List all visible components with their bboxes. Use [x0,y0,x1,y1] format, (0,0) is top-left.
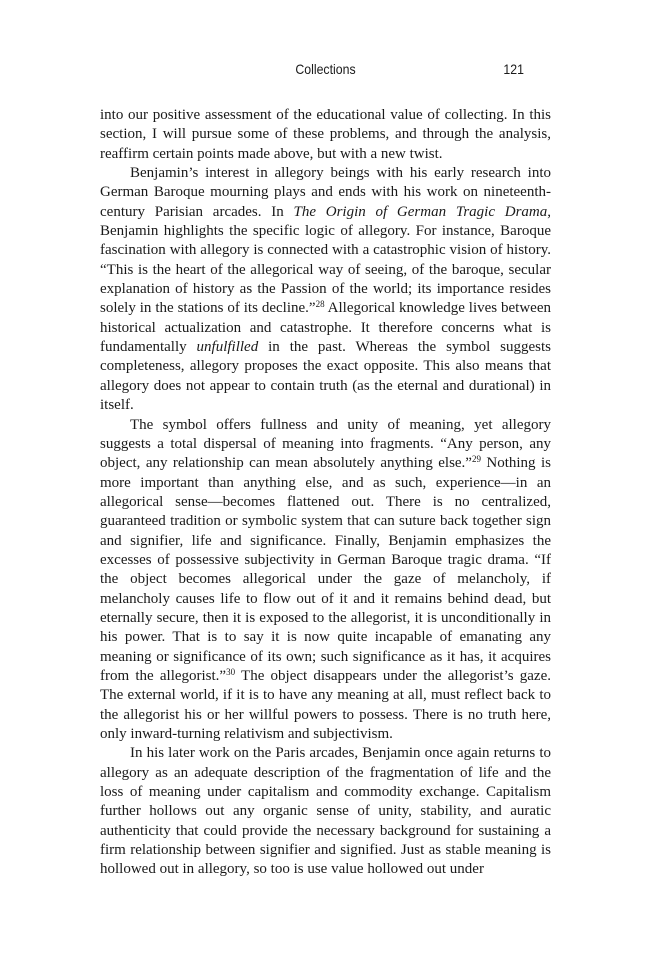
paragraph-2-text-d: in the past. Whereas the symbol suggests completeness, allegory proposes the exact opposite. This also means that allegory does not appear to contain truth (as the eternal and durational) in itself. [100,339,551,414]
footnote-ref-28: 28 [315,299,325,310]
page-header [127,61,524,81]
paragraph-3 [100,416,551,745]
paragraph-1-text: into our positive assessment of the educational value of collecting. In this section, I will pursue some of these problems, and through the analysis, reaffirm certain points made above, but with a new twist. [100,107,551,162]
paragraph-2-text-c: Allegorical knowledge lives between historical actualization and catastrophe. It therefore concerns what is fundamentally [100,300,551,356]
body-text [100,106,551,880]
paragraph-3-text-a: The symbol offers fullness and unity of meaning, yet allegory suggests a total dispersal of meaning into fragments. “Any person, any object, any relationship can mean absolutely anything else.” [100,416,551,472]
paragraph-2-text-a: Benjamin’s interest in allegory beings with his early research into German Baroque mourning plays and ends with his work on nineteenth-century Parisian arcades. In [100,165,551,220]
running-head: Collections [295,61,356,77]
paragraph-4 [100,744,551,879]
paragraph-3-text-c: The object disappears under the allegorist’s gaze. The external world, if it is to have any meaning at all, must reflect back to the allegorist his or her willful powers to possess. There is no truth here, only inward-turning relativism and subjectivism. [100,667,551,742]
paragraph-2 [100,164,551,415]
emphasis-unfulfilled: unfulfilled [196,339,259,356]
book-title: The Origin of German Tragic Drama [293,203,548,220]
paragraph-2-text-b: , Benjamin highlights the specific logic of allegory. For instance, Baroque fascination with allegory is connected with a catastrophic vision of history. “This is the heart of the allegorical way of seeing, of the baroque, secular explanation of history as the Passion of the world; its importance resides solely in the stations of its decline.” [100,203,551,317]
footnote-ref-30: 30 [226,666,236,677]
paragraph-1 [100,106,551,164]
paragraph-3-text-b: Nothing is more important than anything else, and as such, experience—in an allegorical sense—becomes flattened out. There is no centralized, guaranteed tradition or symbolic system that can suture back together sign and signifier, life and significance. Finally, Benjamin emphasizes the excesses of possessive subjectivity in German Baroque tragic drama. “If the object becomes allegorical under the gaze of melancholy, if melancholy causes life to flow out of it and it remains behind dead, but eternally secure, then it is exposed to the allegorist, it is unconditionally in his power. That is to say it is now quite incapable of emanating any meaning or significance of its own; such significance as it has, it acquires from the allegorist.” [100,455,551,684]
paragraph-4-text: In his later work on the Paris arcades, Benjamin once again returns to allegory as an adequate description of the fragmentation of life and the loss of meaning under capitalism and commodity exchange. Capitalism further hollows out any organic sense of unity, stability, and auratic authenticity that could provide the necessary background for sustaining a firm relationship between signifier and signified. Just as stable meaning is hollowed out in allegory, so too is use value hollowed out under [100,745,551,878]
page-number: 121 [503,61,524,77]
footnote-ref-29: 29 [471,454,481,465]
